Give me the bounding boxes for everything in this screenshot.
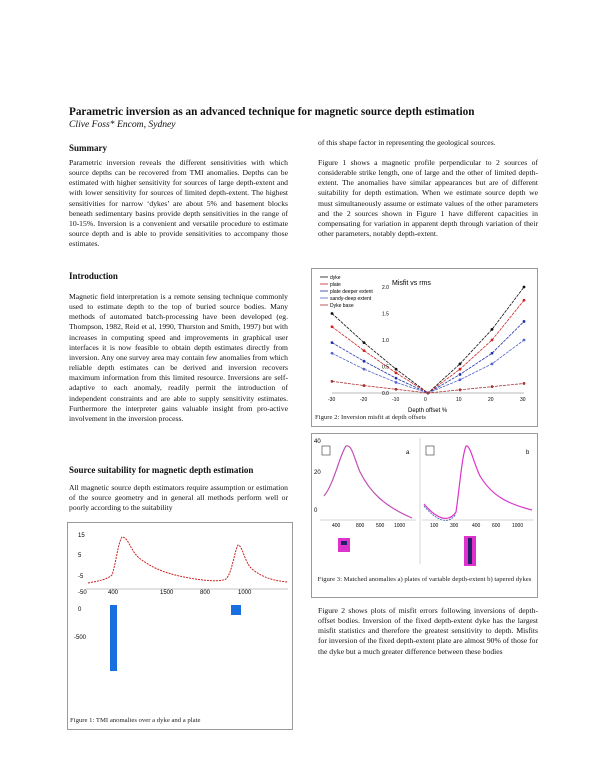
chart-point xyxy=(523,339,526,342)
chart-x-tick: 0 xyxy=(424,397,427,403)
figure-1-plot xyxy=(68,523,292,715)
fig3-panel-badge xyxy=(322,446,330,455)
chart-point xyxy=(459,368,462,371)
chart-point xyxy=(331,341,334,344)
fig3-xtick: 1000 xyxy=(512,523,524,529)
chart-point xyxy=(363,349,366,352)
chart-x-tick: -10 xyxy=(392,397,400,403)
chart-y-tick: 0.0 xyxy=(382,391,389,397)
chart-point xyxy=(363,341,366,344)
fig3-ytick: 20 xyxy=(314,470,321,476)
chart-point xyxy=(395,371,398,374)
figure-1-discussion: Figure 1 shows a magnetic profile perpendicular to 2 sources of considerable strike length, one of large and the other of limited depth-extent. The anomalies have similar appearances but are of different suitability for depth estimation. When we estimate source depth we must simultaneously assume or estimate values of the other parameters and the 2 sources shown in Figure 1 have different capacities in compensating for variation in apparent depth through variation of their other parameters, notably depth-extent. xyxy=(318,158,538,239)
paper-authors: Clive Foss* Encom, Sydney xyxy=(69,119,176,130)
fig3-anomaly-b-fit xyxy=(424,506,456,520)
figure-1 xyxy=(67,522,293,730)
source-suitability-heading: Source suitability for magnetic depth estimation xyxy=(69,465,254,475)
chart-title: Misfit vs rms xyxy=(392,280,431,287)
fig1-ytick: -5 xyxy=(78,574,84,580)
chart-point xyxy=(363,368,366,371)
chart-series-line xyxy=(332,321,524,393)
chart-point xyxy=(459,373,462,376)
legend-label: plate xyxy=(330,282,341,288)
fig3-xtick: 100 xyxy=(430,523,439,529)
chart-point xyxy=(491,339,494,342)
chart-point xyxy=(523,320,526,323)
chart-series-line xyxy=(332,300,524,393)
figure-1-caption: Figure 1: TMI anomalies over a dyke and a plate xyxy=(70,717,201,724)
chart-point xyxy=(395,388,398,391)
legend-label: sandy-deep extent xyxy=(330,296,372,302)
fig1-xtick: 1500 xyxy=(160,590,174,596)
fig3-panel-badge xyxy=(426,446,434,455)
fig1-depth-tick: -500 xyxy=(74,635,87,641)
chart-series-line xyxy=(332,381,524,393)
chart-y-tick: 1.0 xyxy=(382,338,389,344)
fig3-anomaly-a-fit xyxy=(324,446,412,518)
introduction-body: Magnetic field interpretation is a remote sensing technique commonly used to estimate depth to the top of buried source bodies. Many methods of automated batch-processing have been developed (eg. Thompson, 1982, Reid et al, 1990, Thurston and Smith, 1997) but with increases in computing speed and improvements in graphical user interfaces it is now feasible to obtain depth estimates directly from inversion. Any one survey area may contain few anomalies from which reliable depth estimates can be derived and inversion recovers maximum information from this limited resource. Inversions are self-adaptive to each anomaly, readily permit the introduction of independent constraints and are able to supply sensitivity estimates. Furthermore the interpreter gains valuable insight from pro-active involvement in the inversion process. xyxy=(69,292,288,423)
figure-3 xyxy=(311,433,538,598)
fig3-xtick: 600 xyxy=(492,523,501,529)
chart-point xyxy=(395,377,398,380)
figure-2-discussion: Figure 2 shows plots of misfit errors following inversions of depth-offset bodies. Inversion of the fixed depth-extent dyke has the largest misfit statistics and therefore the greatest sensitivity to depth. Misfits for inversion of the fixed depth-extent plate are almost 90% of those for the dyke but a much greater difference between these bodies xyxy=(318,606,538,656)
fig1-tmi-profile xyxy=(88,537,288,583)
chart-point xyxy=(491,385,494,388)
chart-point xyxy=(395,368,398,371)
fig3-anomaly-b xyxy=(424,446,532,519)
chart-point xyxy=(427,392,430,395)
fig1-ytick: 5 xyxy=(78,553,82,559)
chart-point xyxy=(331,380,334,383)
figure-2-caption: Figure 2: Inversion misfit at depth offsets xyxy=(315,414,426,421)
source-suitability-body: All magnetic source depth estimators require assumption or estimation of the source geometry and in general all methods perform well or poorly according to the suitability xyxy=(69,483,288,513)
chart-x-tick: 20 xyxy=(488,397,494,403)
chart-point xyxy=(491,328,494,331)
fig1-xtick: 400 xyxy=(108,590,119,596)
figure-3-panel-a xyxy=(314,439,416,552)
legend-label: dyke xyxy=(330,275,341,281)
chart-series-line xyxy=(332,287,524,393)
fig3-xtick: 400 xyxy=(332,523,341,529)
figure-3-panel-b xyxy=(422,446,534,566)
fig3-xtick: 500 xyxy=(376,523,385,529)
paper-title: Parametric inversion as an advanced technique for magnetic source depth estimation xyxy=(69,106,475,118)
chart-y-tick: 0.5 xyxy=(382,364,389,371)
chart-point xyxy=(363,384,366,387)
fig3-xtick: 400 xyxy=(472,523,481,529)
fig1-depth-tick: 0 xyxy=(78,607,82,613)
chart-point xyxy=(523,299,526,302)
chart-x-tick: 10 xyxy=(456,397,462,403)
fig3-plate-core xyxy=(341,541,347,545)
fig1-xtick: 800 xyxy=(200,590,211,596)
chart-point xyxy=(459,362,462,365)
chart-point xyxy=(395,381,398,384)
chart-x-tick: -20 xyxy=(360,397,368,403)
legend-label: plate deeper extent xyxy=(330,289,373,295)
fig1-xtick: -50 xyxy=(78,590,87,596)
fig3-xtick: 300 xyxy=(450,523,459,529)
fig3-dyke-core xyxy=(468,538,472,564)
chart-point xyxy=(331,312,334,315)
fig3-xtick: 1000 xyxy=(394,523,406,529)
chart-point xyxy=(491,362,494,365)
chart-x-tick: 30 xyxy=(520,397,526,403)
figure-3-plots xyxy=(312,434,537,574)
chart-x-tick: -30 xyxy=(328,397,336,403)
chart-point xyxy=(523,286,526,289)
figure-2-chart xyxy=(312,269,537,413)
chart-point xyxy=(459,388,462,391)
chart-x-label: Depth offset % xyxy=(408,408,448,413)
summary-body: Parametric inversion reveals the different sensitivities with which source depths can be recovered from TMI anomalies. Depths can be estimated with higher sensitivity for sources of large depth-extent and with lower sensitivity for sources of limited depth-extent. The highest sensitivities for narrow ‘dykes’ are about 5% and basement blocks beneath sedimentary basins provide depth sensitivities in the range of 10-15%. Inversion is a convenient and versatile procedure to estimate source depth and is able to provide sensitivities to accompany those estimates. xyxy=(69,158,288,249)
chart-point xyxy=(331,325,334,328)
fig3-anomaly-a xyxy=(324,446,412,518)
fig1-dyke-body xyxy=(110,605,117,671)
fig3-ytick: 0 xyxy=(314,508,318,514)
summary-heading: Summary xyxy=(69,143,107,153)
column-continuation: of this shape factor in representing the geological sources. xyxy=(318,138,496,147)
chart-point xyxy=(459,378,462,381)
legend-label: Dyke base xyxy=(330,303,354,309)
chart-y-tick: 2.0 xyxy=(382,285,389,291)
fig3-panel-label: b xyxy=(526,450,530,456)
fig1-plate-body xyxy=(231,605,241,615)
figure-3-caption: Figure 3: Matched anomalies a) plates of variable depth-extent b) tapered dykes xyxy=(317,576,532,583)
figure-2 xyxy=(311,268,538,427)
fig1-xtick: 1000 xyxy=(238,590,252,596)
introduction-heading: Introduction xyxy=(69,271,118,281)
chart-point xyxy=(331,352,334,355)
chart-point xyxy=(491,352,494,355)
chart-point xyxy=(363,360,366,363)
chart-y-tick: 1.5 xyxy=(382,311,389,318)
fig3-panel-label: a xyxy=(406,450,410,456)
chart-point xyxy=(523,382,526,385)
fig3-xtick: 800 xyxy=(356,523,365,529)
fig3-ytick: 40 xyxy=(314,439,321,445)
chart-legend xyxy=(320,275,373,309)
fig1-ytick: 15 xyxy=(78,533,85,539)
